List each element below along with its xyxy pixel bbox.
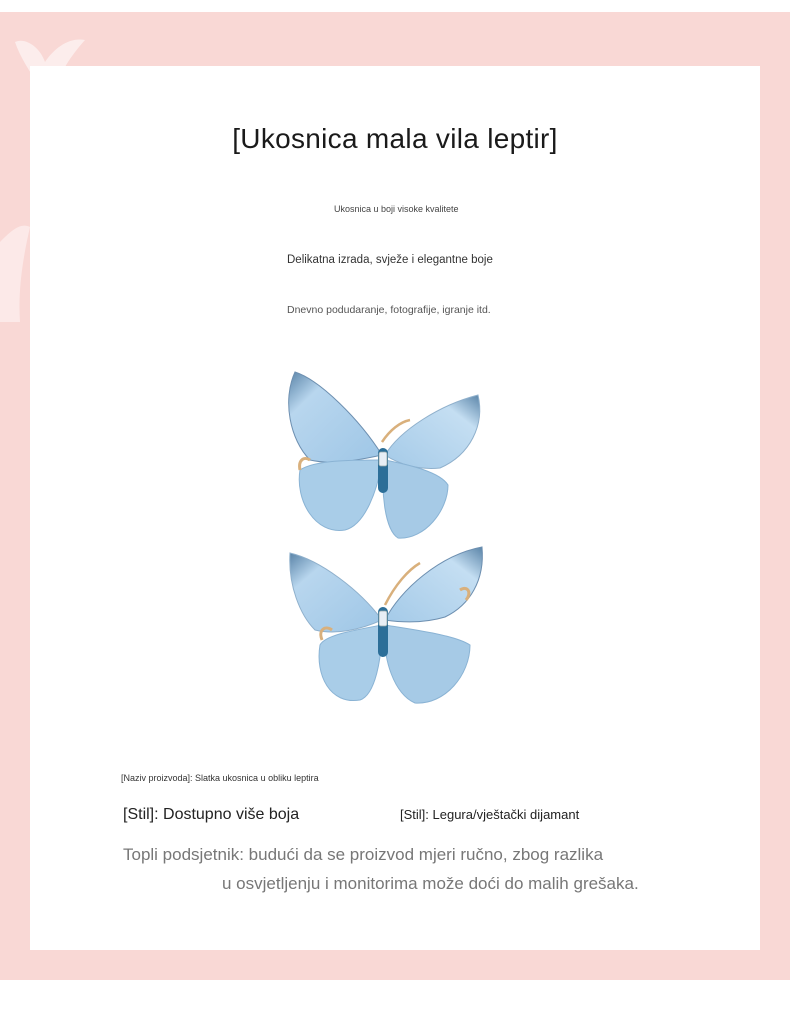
- product-material: [Stil]: Legura/vještački dijamant: [400, 807, 580, 822]
- butterfly-bottom: [290, 547, 483, 703]
- product-name: [Naziv proizvoda]: Slatka ukosnica u obliku leptira: [121, 773, 319, 783]
- page-title: [Ukosnica mala vila leptir]: [232, 123, 558, 154]
- butterfly-top: [289, 372, 480, 538]
- butterfly-hairpin-icon: [270, 360, 510, 710]
- product-style: [Stil]: Dostupno više boja: [123, 806, 300, 823]
- feature-craft: Delikatna izrada, svježe i elegantne boje: [287, 254, 493, 266]
- notice-line-1: Topli podsjetnik: budući da se proizvod mjeri ručno, zbog razlika: [123, 845, 604, 864]
- notice-line-2: u osvjetljenju i monitorima može doći do malih grešaka.: [222, 874, 639, 893]
- feature-usage: Dnevno podudaranje, fotografije, igranje itd.: [287, 304, 491, 316]
- feature-quality: Ukosnica u boji visoke kvalitete: [334, 204, 459, 214]
